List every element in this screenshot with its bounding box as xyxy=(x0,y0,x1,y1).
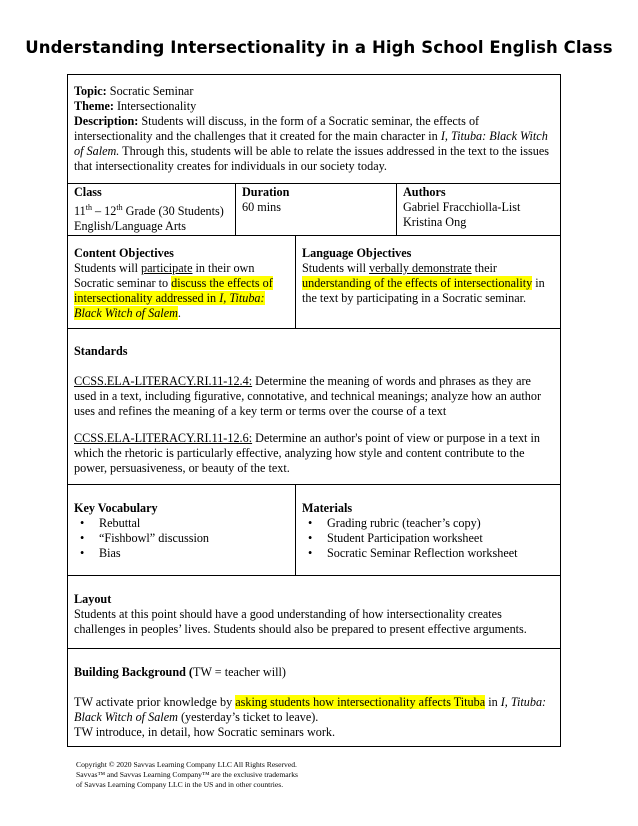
layout-text: Students at this point should have a good understanding of how intersectionality creates challenges in peoples’ lives. Students should also be prepared to present effective arguments. xyxy=(74,607,527,636)
background-cell xyxy=(68,649,560,746)
standards-label: Standards xyxy=(74,344,128,358)
overview-cell xyxy=(68,75,560,183)
subject: English/Language Arts xyxy=(74,219,187,234)
theme-label: Theme: xyxy=(74,99,114,113)
vocab-materials-row xyxy=(68,485,560,576)
list-item: • Student Participation worksheet xyxy=(302,531,554,546)
list-item: • Grading rubric (teacher’s copy) xyxy=(302,516,554,531)
standard-code-link[interactable]: CCSS.ELA-LITERACY.RI.11-12.6: xyxy=(74,431,253,445)
layout-row xyxy=(68,576,560,649)
duration-value: 60 mins xyxy=(242,200,281,214)
materials-label: Materials xyxy=(302,501,353,515)
background-text-a: TW activate prior knowledge by xyxy=(74,695,236,709)
document-title: Understanding Intersectionality in a High School English Class xyxy=(25,38,613,57)
background-text xyxy=(74,695,554,725)
content-objectives-cell xyxy=(68,236,295,328)
overview-row xyxy=(68,75,560,184)
vocab-label: Key Vocabulary xyxy=(74,501,158,515)
standards-row xyxy=(68,329,560,485)
objectives-row xyxy=(68,236,560,329)
description-label: Description: xyxy=(74,114,139,128)
background-row xyxy=(68,649,560,746)
language-objectives-cell xyxy=(295,236,560,328)
grade-end-sup: th xyxy=(116,203,123,212)
language-highlight: understanding of the effects of intersectionality xyxy=(302,276,533,290)
authors-cell xyxy=(396,184,560,235)
standard-item xyxy=(74,431,554,476)
background-text-b: in xyxy=(485,695,501,709)
vocab-cell xyxy=(68,485,295,575)
footer-line: Savvas™ and Savvas Learning Company™ are the exclusive trademarks xyxy=(76,770,298,779)
content-objectives-label: Content Objectives xyxy=(74,246,174,260)
topic-value: Socratic Seminar xyxy=(109,84,194,98)
class-cell xyxy=(68,184,235,235)
content-hl-text: discuss the effects of intersectionality addressed in xyxy=(74,276,273,305)
grade-line xyxy=(74,200,229,219)
description xyxy=(74,114,554,174)
language-objectives-text xyxy=(302,261,554,306)
language-text-3: in the text by participating in a Socratic seminar. xyxy=(302,276,545,305)
list-item: • “Fishbowl” discussion xyxy=(74,531,289,546)
duration-label: Duration xyxy=(242,185,290,199)
class-label: Class xyxy=(74,185,102,199)
content-end: . xyxy=(177,306,181,320)
list-item: • Socratic Seminar Reflection worksheet xyxy=(302,546,554,561)
theme-value: Intersectionality xyxy=(116,99,197,113)
authors-label: Authors xyxy=(403,185,446,199)
background-text-c: (yesterday’s ticket to leave). xyxy=(177,710,319,724)
grade-rest: Grade (30 Students) xyxy=(122,204,224,219)
grade-start: 11 xyxy=(74,204,86,219)
footer-line: of Savvas Learning Company LLC in the US and in other countries. xyxy=(76,780,284,789)
list-item: • Rebuttal xyxy=(74,516,289,531)
description-text-2: Through this, students will be able to relate the issues addressed in the text to the issues that intersectionality creates for individuals in our society today. xyxy=(74,144,550,173)
footer-line: Copyright © 2020 Savvas Learning Company LLC All Rights Reserved. xyxy=(76,760,297,769)
standard-item xyxy=(74,374,554,419)
materials-cell xyxy=(295,485,560,575)
language-text-1: Students will xyxy=(302,261,370,275)
info-row xyxy=(68,184,560,236)
language-verb: verbally demonstrate xyxy=(369,261,472,275)
description-text: Students will discuss, in the form of a Socratic seminar, the effects of intersectionality and the challenges that it created for the main character in xyxy=(74,114,480,143)
copyright-footer xyxy=(76,760,298,790)
layout-label: Layout xyxy=(74,592,112,606)
lesson-plan-table xyxy=(67,74,561,747)
content-book-title: I, Tituba: Black Witch of Salem xyxy=(74,291,265,320)
standard-code-link[interactable]: CCSS.ELA-LITERACY.RI.11-12.4: xyxy=(74,374,253,388)
topic-label: Topic: xyxy=(74,84,107,98)
language-text-2: their xyxy=(471,261,497,275)
duration-cell xyxy=(235,184,396,235)
theme-line xyxy=(74,99,554,114)
author-1: Gabriel Fracchiolla-List xyxy=(403,200,521,214)
background-label-rest: TW = teacher will) xyxy=(193,665,286,679)
content-objectives-text xyxy=(74,261,289,321)
materials-list xyxy=(302,516,554,561)
standard-text: Determine the meaning of words and phrases as they are used in a text, including figurative, connotative, and technical meanings; analyze how an author uses and refines the meaning of a key term or terms over the course of a text xyxy=(74,374,542,418)
background-text-2: TW introduce, in detail, how Socratic seminars work. xyxy=(74,725,336,739)
grade-end: 12 xyxy=(104,204,117,219)
content-verb: participate xyxy=(141,261,193,275)
topic-line xyxy=(74,84,554,99)
vocab-list xyxy=(74,516,289,561)
standards-cell xyxy=(68,329,560,484)
background-label: Building Background ( xyxy=(74,665,193,679)
content-text-1: Students will xyxy=(74,261,142,275)
list-item: • Bias xyxy=(74,546,289,561)
content-text-2: in their own Socratic seminar to xyxy=(74,261,255,290)
language-objectives-label: Language Objectives xyxy=(302,246,412,260)
standard-text: Determine an author's point of view or purpose in a text in which the rhetoric is particularly effective, analyzing how style and content contribute to the power, persuasiveness, or beauty of the text. xyxy=(74,431,540,475)
book-title: I, Tituba: Black Witch of Salem. xyxy=(74,129,548,158)
layout-cell xyxy=(68,576,560,648)
grade-sep: – xyxy=(91,204,105,219)
author-2: Kristina Ong xyxy=(403,215,467,229)
background-book-title: I, Tituba: Black Witch of Salem xyxy=(74,695,547,724)
grade-start-sup: th xyxy=(85,203,92,212)
background-highlight: asking students how intersectionality affects Tituba xyxy=(235,695,486,709)
